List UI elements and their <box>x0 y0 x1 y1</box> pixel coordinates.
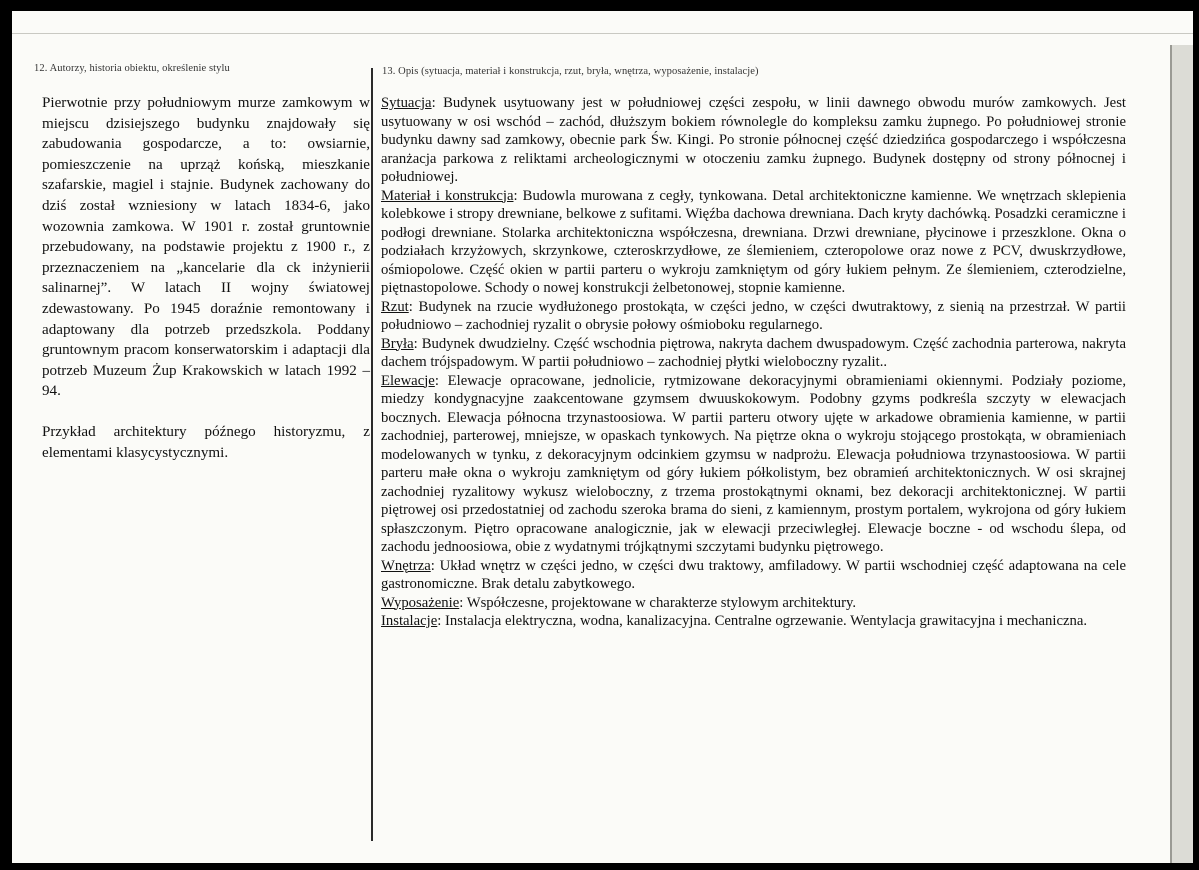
section-text: : Współczesne, projektowane w charakterze stylowym architektury. <box>459 594 857 611</box>
section-facades <box>381 372 1126 557</box>
section-material <box>381 187 1126 298</box>
section-form <box>381 335 1126 372</box>
section-label: Wnętrza <box>381 557 431 574</box>
history-paragraph: Pierwotnie przy południowym murze zamkowym w miejscu dzisiejszego budynku znajdowały się zabudowania gospodarcze, a to: owsiarnie, pomieszczenie na uprząż końską, mieszkanie szafarskie, magiel i stajnie. Budynek zachowany do dziś został wzniesiony w latach 1834-6, jako wozownia zamkowa. W 1901 r. został gruntownie przebudowany, na podstawie projektu z 1900 r., z przeznaczeniem na „kancelarie dla ck inżynierii salinarnej”. W latach II wojny światowej zdewastowany. Po 1945 doraźnie remontowany i adaptowany dla potrzeb przedszkola. Poddany gruntownym pracom konserwatorskim i adaptacji dla potrzeb Muzeum Żup Krakowskich w latach 1992 – 94. <box>42 95 370 400</box>
section-label: Bryła <box>381 335 414 352</box>
section-plan <box>381 298 1126 335</box>
section-text: : Układ wnętrz w części jedno, w części dwu traktowy, amfiladowy. W partii wschodniej część adaptowana na cele gastronomiczne. Brak detalu zabytkowego. <box>381 557 1126 592</box>
description-column <box>381 94 1126 631</box>
section-equipment <box>381 594 1126 613</box>
page-edge <box>1170 45 1193 863</box>
section-installations <box>381 612 1126 631</box>
section-text: : Budynek usytuowany jest w południowej części zespołu, w linii dawnego obwodu murów zamkowych. Jest usytuowany w osi wschód – zachód, dłuższym bokiem równolegle do kompleksu zamku żupnego. Po południowej stronie budynku dawny sad zamkowy, obecnie park Św. Kingi. Po stronie północnej część dziedzińca gospodarczego i współczesna aranżacja parkowa z reliktami archeologicznymi w otoczeniu zamku żupnego. Budynek dostępny od strony północnej i południowej. <box>381 95 1126 185</box>
section-text: : Elewacje opracowane, jednolicie, rytmizowane dekoracyjnymi obramieniami okiennymi. Podziały poziome, miedzy kondygnacyjne zaakcentowane gzymsem dwuuskokowym. Podobny gzyms podkreśla szczyty w elewacjach bocznych. Elewacja północna trzynastoosiowa. W partii parteru otwory ujęte w arkadowe obramienia kamienne, w partii zachodniej, parterowej, mniejsze, w opaskach tynkowych. Na piętrze okna o wykroju stojącego prostokąta, w obramieniach modelowanych w tynku, z dekoracyjnym odcinkiem gzymsu w nadprożu. Elewacja południowa trzynastoosiowa. W partii parteru małe okna o wykroju zamkniętym od góry łukiem półkolistym, bez obramień architektonicznych. W osi skrajnej zachodniej ryzalitowy wykusz wieloboczny, z trzema prostokątnymi oknami, bez dekoracji architektonicznej. W partii piętrowej osi przedostatniej od zachodu szeroka brama do sieni, z kamiennym, prostym portalem, wykrojona od góry łukiem spłaszczonym. Piętro opracowane analogicznie, jak w elewacji przeciwległej. Elewacje boczne - od wschodu ślepa, od zachodu jednoosiowa, obie z wydatnymi trójkątnymi szczytami budynku piętrowego. <box>381 372 1126 555</box>
section-label: Instalacje <box>381 613 438 629</box>
style-paragraph: Przykład architektury późnego historyzmu, z elementami klasycystycznymi. <box>42 423 370 461</box>
section-label: Rzut <box>381 298 409 315</box>
section-text: : Budynek dwudzielny. Część wschodnia piętrowa, nakryta dachem dwuspadowym. Część zachodnia parterowa, nakryta dachem trójspadowym. W partii południowo – zachodniej płytki wieloboczny ryzalit.. <box>381 335 1126 370</box>
section-text: : Budowla murowana z cegły, tynkowana. Detal architektoniczne kamienne. We wnętrzach sklepienia kolebkowe i stropy drewniane, belkowe z sufitami. Więźba dachowa drewniana. Dach kryty dachówką. Posadzki ceramiczne i podłogi drewniane. Stolarka architektoniczna współczesna, drewniana. Drzwi drewniane, płycinowe i przeszklone. Okna o podziałach krzyżowych, skrzynkowe, czteroskrzydłowe, ze ślemieniem, czteropolowe oraz nowe z PCV, dwuskrzydłowe, ośmiopolowe. Część okien w partii parteru o wykroju zamkniętym od góry łukiem pełnym. Ze ślemieniem, czterodzielne, piętnastopolowe. Schody o nowej konstrukcji żelbetonowej, stopnie kamienne. <box>381 187 1126 296</box>
section-12-heading: 12. Autorzy, historia obiektu, określenie stylu <box>34 63 230 74</box>
section-interiors <box>381 557 1126 594</box>
section-label: Wyposażenie <box>381 594 460 611</box>
history-column <box>42 93 370 463</box>
section-label: Sytuacja <box>381 95 432 111</box>
section-13-heading: 13. Opis (sytuacja, materiał i konstrukcja, rzut, bryła, wnętrza, wyposażenie, instalacje) <box>382 66 759 77</box>
section-text: : Budynek na rzucie wydłużonego prostokąta, w części jedno, w części dwutraktowy, z sienią na przestrzał. W partii południowo – zachodniej ryzalit o obrysie połowy ośmioboku regularnego. <box>381 298 1126 333</box>
page-edge-line <box>1170 45 1172 863</box>
section-label: Materiał i konstrukcja <box>381 187 514 204</box>
document-page <box>12 11 1193 863</box>
section-text: : Instalacja elektryczna, wodna, kanalizacyjna. Centralne ogrzewanie. Wentylacja grawitacyjna i mechaniczna. <box>437 613 1088 629</box>
section-situation <box>381 94 1126 187</box>
section-label: Elewacje <box>381 372 435 389</box>
top-rule <box>12 33 1193 34</box>
column-divider <box>371 68 373 841</box>
